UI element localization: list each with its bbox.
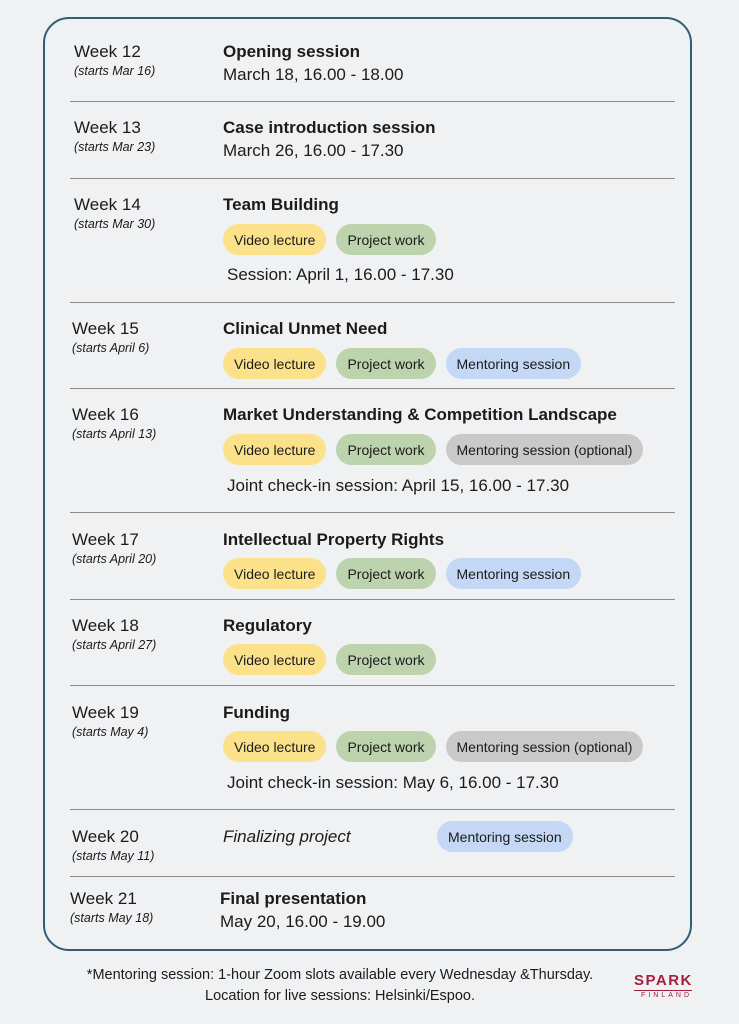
session-title: Funding [223,703,291,722]
video-lecture-tag: Video lecture [223,348,326,379]
divider [70,876,675,877]
divider [70,101,675,102]
logo-brand: SPARK [634,972,693,989]
week-start-date: (starts April 20) [72,552,157,566]
activity-tags [223,731,643,762]
session-title: Final presentation [220,889,367,908]
project-work-tag: Project work [336,558,435,589]
optional-mentoring-tag: Mentoring session (optional) [446,731,644,762]
divider [70,685,675,686]
video-lecture-tag: Video lecture [223,558,326,589]
week-start-date: (starts Mar 16) [74,64,156,78]
video-lecture-tag: Video lecture [223,224,326,255]
session-title: Clinical Unmet Need [223,319,388,338]
session-title: Regulatory [223,616,312,635]
project-work-tag: Project work [336,224,435,255]
activity-tags [437,821,573,852]
project-work-tag: Project work [336,731,435,762]
week-start-date: (starts April 27) [72,638,157,652]
week-start-date: (starts Mar 30) [74,217,156,231]
week-label: Week 12 [74,42,141,61]
divider [70,388,675,389]
session-time: March 26, 16.00 - 17.30 [223,141,404,160]
video-lecture-tag: Video lecture [223,731,326,762]
week-start-date: (starts Mar 23) [74,140,156,154]
activity-tags [223,434,643,465]
logo-subtitle: FINLAND [634,990,692,999]
video-lecture-tag: Video lecture [223,644,326,675]
project-work-tag: Project work [336,644,435,675]
week-start-date: (starts May 11) [72,849,155,863]
week-label: Week 21 [70,889,137,908]
divider [70,178,675,179]
week-label: Week 17 [72,530,139,549]
session-title: Opening session [223,42,360,61]
week-start-date: (starts April 6) [72,341,150,355]
week-label: Week 13 [74,118,141,137]
week-start-date: (starts May 18) [70,911,154,925]
session-title: Intellectual Property Rights [223,530,445,549]
activity-tags [223,224,436,255]
optional-mentoring-tag: Mentoring session (optional) [446,434,644,465]
session-title: Team Building [223,195,339,214]
session-title: Case introduction session [223,118,436,137]
divider [70,599,675,600]
week-label: Week 19 [72,703,139,722]
footnote-location: Location for live sessions: Helsinki/Espoo. [205,988,475,1004]
checkin-session: Joint check-in session: May 6, 16.00 - 17.30 [227,773,559,792]
video-lecture-tag: Video lecture [223,434,326,465]
mentoring-session-tag: Mentoring session [437,821,573,852]
session-time: May 20, 16.00 - 19.00 [220,912,386,931]
divider [70,512,675,513]
week-start-date: (starts April 13) [72,427,157,441]
spark-finland-logo [634,972,696,1006]
week-label: Week 15 [72,319,139,338]
footnote-mentoring: *Mentoring session: 1-hour Zoom slots available every Wednesday &Thursday. [86,967,594,983]
divider [70,302,675,303]
session-time: Session: April 1, 16.00 - 17.30 [227,265,454,284]
activity-tags [223,558,581,589]
mentoring-session-tag: Mentoring session [446,348,582,379]
session-time: March 18, 16.00 - 18.00 [223,65,404,84]
week-label: Week 14 [74,195,141,214]
project-work-tag: Project work [336,434,435,465]
mentoring-session-tag: Mentoring session [446,558,582,589]
divider [70,809,675,810]
week-label: Week 18 [72,616,139,635]
activity-tags [223,644,436,675]
session-title: Finalizing project [223,827,351,846]
week-label: Week 20 [72,827,139,846]
checkin-session: Joint check-in session: April 15, 16.00 - 17.30 [227,476,570,495]
session-title: Market Understanding & Competition Landscape [223,405,617,424]
project-work-tag: Project work [336,348,435,379]
activity-tags [223,348,581,379]
week-start-date: (starts May 4) [72,725,149,739]
week-label: Week 16 [72,405,139,424]
